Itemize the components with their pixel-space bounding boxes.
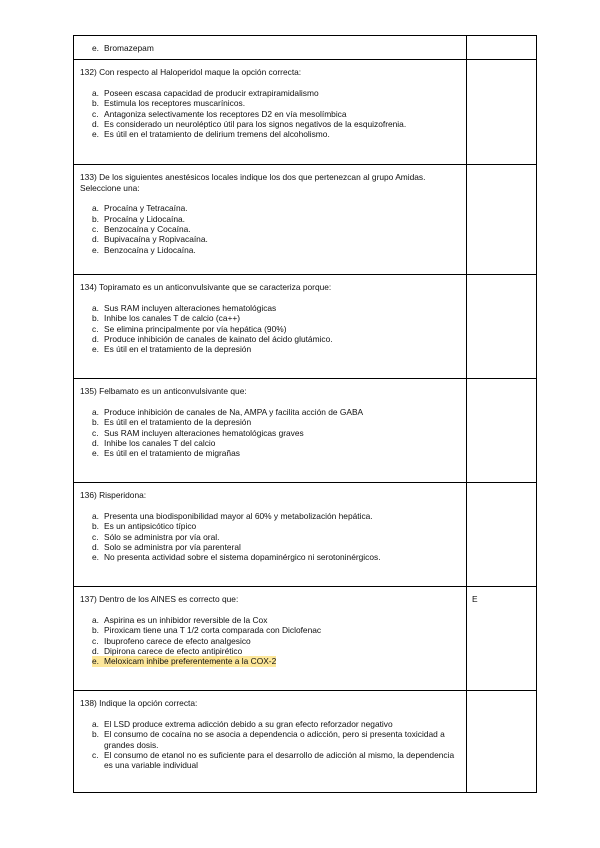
option-letter: a. [92, 510, 99, 521]
answer-option [92, 750, 460, 771]
answer-key [467, 36, 536, 50]
option-text: Estimula los receptores muscarínicos. [104, 98, 246, 109]
answer-option [92, 615, 460, 625]
option-text: Inhibe los canales T de calcio (ca++) [104, 313, 241, 324]
answer-option [92, 88, 460, 98]
option-text: Bupivacaína y Ropivacaína. [104, 234, 208, 245]
question-row [74, 483, 537, 587]
answer-cell [467, 379, 537, 483]
option-list [80, 407, 460, 459]
question-cell [74, 379, 467, 483]
answer-option [92, 448, 460, 458]
option-text: Se elimina principalmente por vía hepática (90%) [104, 323, 287, 334]
option-text: Benzocaína y Lidocaína. [104, 244, 196, 255]
answer-option [92, 313, 460, 323]
question-stem: 132) Con respecto al Haloperidol maque la opción correcta: [80, 67, 302, 78]
option-letter: a. [92, 614, 99, 625]
option-letter: e. [92, 129, 99, 140]
option-list [80, 511, 460, 563]
option-text: Es considerado un neuroléptico útil para los signos negativos de la esquizofrenia. [104, 119, 407, 130]
option-text: Bromazepam [104, 43, 154, 53]
option-letter: e. [92, 43, 99, 53]
option-text: Antagoniza selectivamente los receptores D2 en vía mesolímbica [104, 108, 347, 119]
option-text: Sus RAM incluyen alteraciones hematológicas [104, 302, 277, 313]
option-text: Es útil en el tratamiento de la depresión [104, 344, 252, 355]
answer-option [92, 625, 460, 635]
option-text: Es útil en el tratamiento de delirium tremens del alcoholismo. [104, 129, 330, 140]
option-letter: a. [92, 718, 99, 729]
answer-cell [467, 483, 537, 587]
option-text: El consumo de cocaína no se asocia a dependencia o adicción, pero si presenta toxicidad a grandes dosis. [104, 729, 445, 750]
answer-option [92, 303, 460, 313]
answer-option [92, 245, 460, 255]
option-text: El LSD produce extrema adicción debido a su gran efecto reforzador negativo [104, 718, 393, 729]
option-text: El consumo de etanol no es suficiente para el desarrollo de adicción al mismo, la dependencia es una variable individual [104, 750, 455, 771]
answer-option [92, 417, 460, 427]
question-stem: 137) Dentro de los AINES es correcto que: [80, 594, 239, 605]
answer-option [92, 214, 460, 224]
option-letter: c. [92, 323, 99, 334]
answer-option [92, 511, 460, 521]
option-letter: b. [92, 98, 99, 109]
option-text: Produce inhibición de canales de kainato del ácido glutámico. [104, 334, 333, 345]
answer-key [467, 60, 536, 74]
answer-option [92, 344, 460, 354]
option-letter: c. [92, 531, 99, 542]
option-letter: c. [92, 750, 99, 761]
answer-cell [467, 275, 537, 379]
option-letter: c. [92, 224, 99, 235]
option-text: Benzocaína y Cocaína. [104, 224, 191, 235]
answer-option [92, 43, 460, 53]
answer-key: E [472, 594, 478, 605]
answer-option [92, 109, 460, 119]
option-text: Sólo se administra por vía oral. [104, 531, 220, 542]
option-text: Es útil en el tratamiento de la depresión [104, 417, 252, 428]
answer-option [92, 234, 460, 244]
answer-key [467, 165, 536, 179]
answer-cell [467, 587, 537, 691]
question-cell [74, 60, 467, 165]
answer-option [92, 428, 460, 438]
option-letter: b. [92, 417, 99, 428]
answer-option [92, 542, 460, 552]
option-letter: b. [92, 625, 99, 636]
option-letter: e. [92, 344, 99, 355]
option-letter: c. [92, 635, 99, 646]
answer-option [92, 224, 460, 234]
question-row [74, 165, 537, 275]
answer-option [92, 438, 460, 448]
question-row [74, 691, 537, 793]
question-cell [74, 36, 467, 60]
option-text: Presenta una biodisponibilidad mayor al 60% y metabolización hepática. [104, 510, 373, 521]
answer-option [92, 532, 460, 542]
option-letter: d. [92, 234, 99, 245]
question-stem: 138) Indique la opción correcta: [80, 698, 198, 709]
option-letter: e. [92, 244, 99, 255]
option-list [80, 203, 460, 255]
answer-key [467, 275, 536, 289]
option-text: Piroxicam tiene una T 1/2 corta comparada con Diclofenac [104, 625, 322, 636]
answer-cell [467, 165, 537, 275]
answer-cell [467, 691, 537, 793]
option-letter: c. [92, 427, 99, 438]
option-text: Poseen escasa capacidad de producir extrapiramidalismo [104, 87, 319, 98]
question-cell [74, 483, 467, 587]
option-text: Es un antipsicótico típico [104, 521, 197, 532]
answer-option [92, 729, 460, 750]
option-letter: e. [92, 552, 99, 563]
option-text: Solo se administra por vía parenteral [104, 542, 241, 553]
answer-option [92, 203, 460, 213]
option-text: Produce inhibición de canales de Na, AMPA y facilita acción de GABA [104, 406, 364, 417]
option-letter: d. [92, 542, 99, 553]
option-letter: d. [92, 119, 99, 130]
answer-key [467, 691, 536, 705]
question-cell [74, 165, 467, 275]
option-text: No presenta actividad sobre el sistema dopaminérgico ni serotoninérgicos. [104, 552, 381, 563]
option-letter: a. [92, 203, 99, 214]
question-cell [74, 691, 467, 793]
question-stem: 133) De los siguientes anestésicos locales indique los dos que pertenezcan al grupo Amidas. Seleccione una: [80, 172, 426, 193]
option-letter: e. [92, 448, 99, 459]
option-text: Inhibe los canales T del calcio [104, 438, 216, 449]
answer-option [92, 646, 460, 656]
option-list [80, 719, 460, 771]
option-text: Es útil en el tratamiento de migrañas [104, 448, 240, 459]
answer-option [92, 636, 460, 646]
answer-option [92, 119, 460, 129]
option-list [80, 303, 460, 355]
option-list [80, 43, 460, 53]
option-text: Procaína y Lidocaína. [104, 213, 186, 224]
option-letter: b. [92, 213, 99, 224]
option-letter: b. [92, 729, 99, 740]
answer-option [92, 324, 460, 334]
option-list [80, 88, 460, 140]
option-text: Procaína y Tetracaína. [104, 203, 188, 214]
option-letter: b. [92, 313, 99, 324]
option-letter: a. [92, 302, 99, 313]
answer-option [92, 334, 460, 344]
option-letter: d. [92, 438, 99, 449]
question-row [74, 36, 537, 60]
option-letter: c. [92, 108, 99, 119]
answer-option [92, 129, 460, 139]
option-text: Ibuprofeno carece de efecto analgesico [104, 635, 251, 646]
option-letter: a. [92, 406, 99, 417]
answer-key [467, 483, 536, 497]
question-row [74, 379, 537, 483]
answer-option [92, 98, 460, 108]
answer-option [92, 719, 460, 729]
option-letter: d. [92, 646, 99, 657]
option-letter: b. [92, 521, 99, 532]
question-cell [74, 587, 467, 691]
answer-option [92, 521, 460, 531]
highlighted-answer-option [92, 656, 276, 666]
question-cell [74, 275, 467, 379]
question-stem: 135) Felbamato es un anticonvulsivante que: [80, 386, 247, 397]
option-letter: d. [92, 334, 99, 345]
question-row [74, 275, 537, 379]
option-letter: e. [92, 656, 99, 667]
answer-key [467, 379, 536, 393]
question-row [74, 60, 537, 165]
option-text: Aspirina es un inhibidor reversible de la Cox [104, 614, 268, 625]
answer-option [92, 407, 460, 417]
answer-option [92, 552, 460, 562]
question-table [73, 35, 537, 793]
answer-cell [467, 60, 537, 165]
option-list [80, 615, 460, 667]
question-stem: 134) Topiramato es un anticonvulsivante que se caracteriza porque: [80, 282, 332, 293]
option-text: Sus RAM incluyen alteraciones hematológicas graves [104, 427, 304, 438]
question-row [74, 587, 537, 691]
answer-cell [467, 36, 537, 60]
question-stem: 136) Risperidona: [80, 490, 147, 501]
option-text: Dipirona carece de efecto antipirético [104, 646, 243, 657]
option-letter: a. [92, 87, 99, 98]
option-text: Meloxicam inhibe preferentemente a la COX-2 [104, 656, 277, 667]
